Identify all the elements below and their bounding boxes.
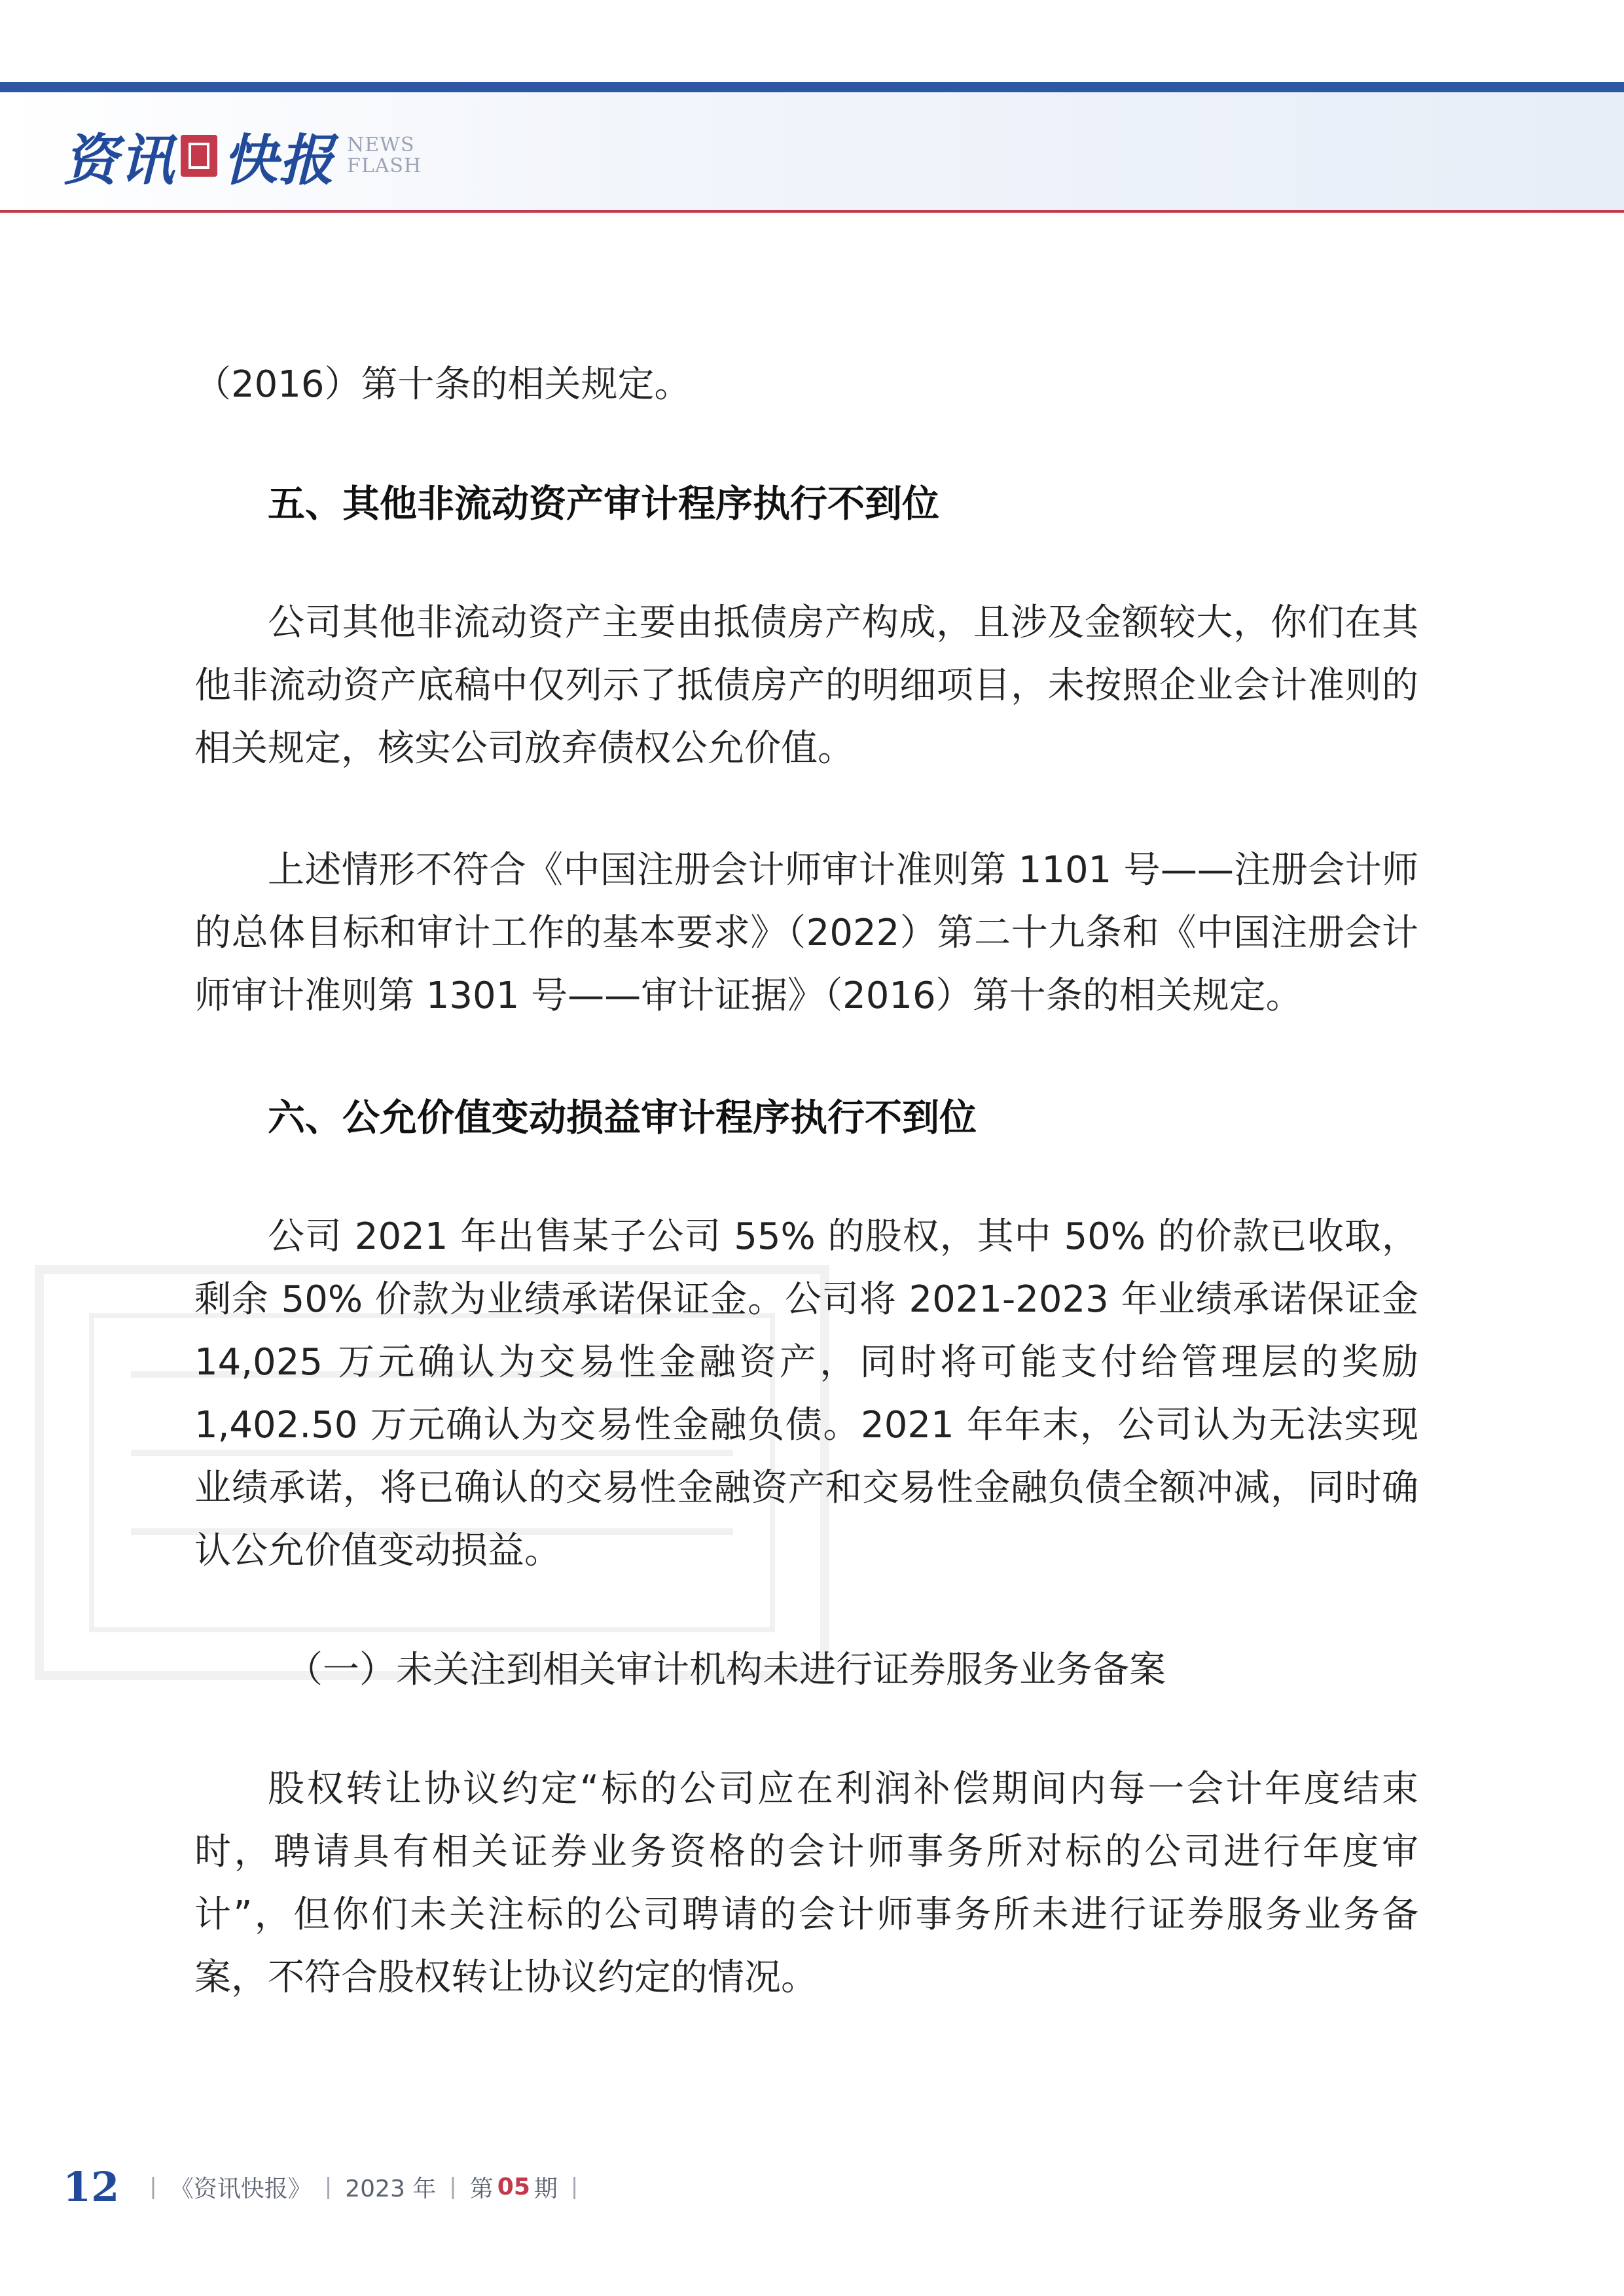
article-body bbox=[194, 353, 1418, 2009]
issue-prefix: 第 bbox=[469, 2175, 494, 2202]
section-heading-5: 五、其他非流动资产审计程序执行不到位 bbox=[268, 482, 939, 526]
paragraph-fair-value-changes: 公司 2021 年出售某子公司 55% 的股权，其中 50% 的价款已收取，剩余 50% 价款为业绩承诺保证金。公司将 2021-2023 年业绩承诺保证金 14,025 万元确认为交易性金融资产，同时将可能支付给管理层的奖励 1,402.50 万元确认为交易性金融负债。2021 年年末，公司认为无法实现业绩承诺，将已确认的交易性金融资产和交易性金融负债全额冲减，同时确认公允价值变动损益。 bbox=[194, 1215, 1418, 1572]
publication-year: 2023 年 bbox=[345, 2175, 437, 2202]
logo-text-right: 快报 bbox=[223, 127, 336, 192]
subsection-heading-1: （一）未关注到相关审计机构未进行证券服务业务备案 bbox=[286, 1649, 1166, 1691]
logo-english bbox=[347, 135, 422, 177]
header-red-rule bbox=[0, 210, 1624, 213]
header-top-bar bbox=[0, 82, 1624, 92]
masthead-logo bbox=[63, 117, 422, 195]
logo-text-left: 资讯 bbox=[63, 127, 176, 192]
paragraph-equity-transfer: 股权转让协议约定“标的公司应在利润补偿期间内每一会计年度结束时，聘请具有相关证券业务资格的会计师事务所对标的公司进行年度审计”，但你们未关注标的公司聘请的会计师事务所未进行证券服务业务备案，不符合股权转让协议约定的情况。 bbox=[194, 1768, 1418, 1999]
section-heading-6: 六、公允价值变动损益审计程序执行不到位 bbox=[268, 1096, 977, 1139]
paragraph-other-noncurrent-assets: 公司其他非流动资产主要由抵债房产构成，且涉及金额较大，你们在其他非流动资产底稿中仅列示了抵债房产的明细项目，未按照企业会计准则的相关规定，核实公司放弃债权公允价值。 bbox=[194, 601, 1418, 770]
issue-suffix: 期 bbox=[533, 2175, 558, 2202]
page-footer bbox=[63, 2157, 591, 2216]
page-number: 12 bbox=[63, 2162, 120, 2211]
publication-name: 《资讯快报》 bbox=[170, 2175, 312, 2202]
logo-en-news: NEWS bbox=[347, 134, 415, 156]
logo-en-flash: FLASH bbox=[347, 154, 422, 177]
footer-separator: | bbox=[570, 2174, 579, 2200]
footer-separator: | bbox=[449, 2174, 457, 2200]
seal-icon bbox=[181, 135, 217, 177]
issue-number: 05 bbox=[497, 2173, 530, 2200]
paragraph-continuation: （2016）第十条的相关规定。 bbox=[194, 363, 691, 406]
paragraph-standards-violation: 上述情形不符合《中国注册会计师审计准则第 1101 号——注册会计师的总体目标和审计工作的基本要求》（2022）第二十九条和《中国注册会计师审计准则第 1301 号——审计证据》（2016）第十条的相关规定。 bbox=[194, 849, 1418, 1017]
footer-separator: | bbox=[324, 2174, 333, 2200]
footer-separator: | bbox=[149, 2174, 157, 2200]
